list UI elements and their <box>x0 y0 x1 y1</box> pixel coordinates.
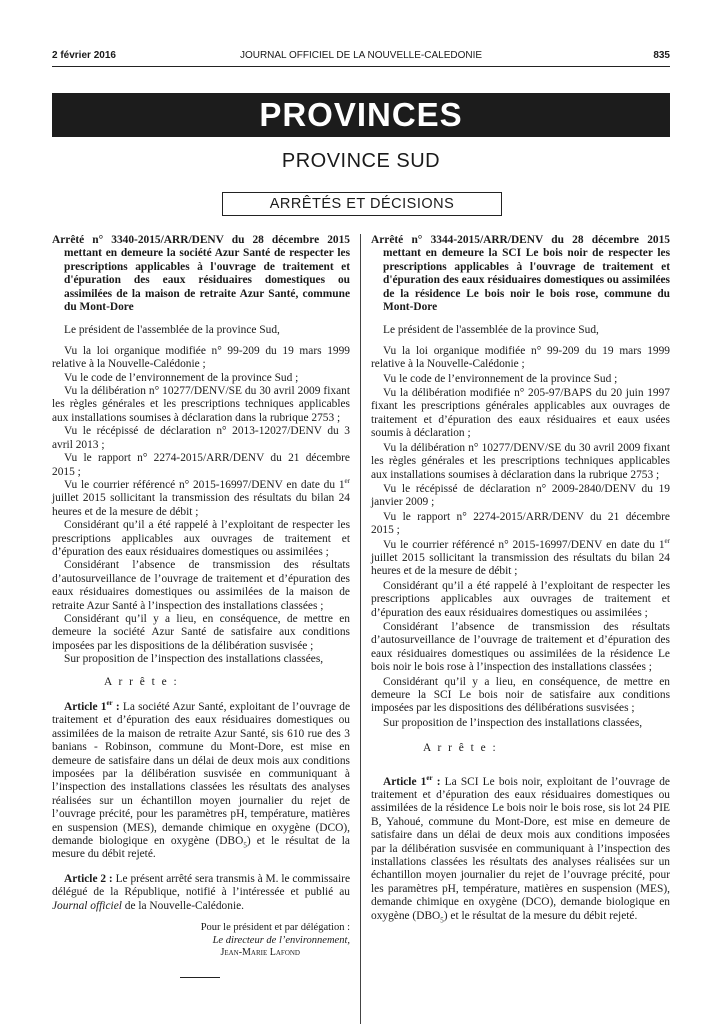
arrete-heading: A r r ê t e : <box>104 675 179 688</box>
signature-block <box>52 922 350 960</box>
section-heading: ARRÊTÉS ET DÉCISIONS <box>222 192 502 216</box>
signature-title: Le directeur de l’environnement, <box>212 934 350 946</box>
header-journal-title: JOURNAL OFFICIEL DE LA NOUVELLE-CALEDONIE <box>239 50 483 61</box>
article-1: Article 1er : La SCI Le bois noir, exploitant de l’ouvrage de traitement et d’épuration des eaux résiduaires domestiques ou assimilées de la résidence Le bois noir le bois rose, sis lot 24 PIE B, Yahoué, commune du Mont-Dore, est mise en demeure de satisfaire dans un délai de deux mois aux conditions imposées par la délibération susvisée en communiquant à l’inspection des installations classées les résultats des analyses réalisées sur un échantillon moyen journalier du rejet de l’ouvrage précité, pour les paramètres pH, température, matières en suspension (MES), demande chimique en oxygène (DCO), demande biologique en oxygène $(DBO_5)$ et le résultat de la mesure du débit rejeté. <box>371 773 670 924</box>
header-page-number: 835 <box>653 50 670 61</box>
visa: Vu le courrier référencé n° 2015-16997/DENV en date du 1er juillet 2015 sollicitant la transmission des résultats du bilan 24 heures et de la mesure de débit ; <box>371 536 670 578</box>
article-1: Article 1er : La société Azur Santé, exploitant de l’ouvrage de traitement et d’épuration des eaux résiduaires domestiques ou assimilées de la maison de retraite Azur Santé, sis 610 rue des 3 banians - Robinson, commune du Mont-Dore, est mise en demeure de satisfaire dans un délai de deux mois aux conditions imposées par la délibération susvisée en communiquant à l’inspection des installations classées les résultats des analyses réalisées sur un échantillon moyen journalier du rejet de l’ouvrage précité, pour les paramètres pH, température, matières en suspension (MES), demande chimique en oxygène (DCO), demande biologique en oxygène $(DBO_5)$ et le résultat de la mesure du débit rejeté. <box>52 699 350 861</box>
visa: Vu le courrier référencé n° 2015-16997/DENV en date du 1er juillet 2015 sollicitant la transmission des résultats du bilan 24 heures et de la mesure de débit ; <box>52 477 350 518</box>
header-rule <box>52 66 670 67</box>
considerant: Considérant qu’il y a lieu, en conséquence, de mettre en demeure la société Azur Santé de satisfaire aux conditions imposées par les dispositions de la délibération susvisée ; <box>52 612 350 652</box>
right-column <box>371 234 670 923</box>
president-line: Le président de l'assemblée de la province Sud, <box>64 324 280 337</box>
visa: Vu le récépissé de déclaration n° 2009-2840/DENV du 19 janvier 2009 ; <box>371 482 670 509</box>
visa: Vu le code de l’environnement de la province Sud ; <box>383 372 618 385</box>
decree-title: Arrêté n° 3340-2015/ARR/DENV du 28 décembre 2015 mettant en demeure la société Azur Santé de respecter les prescriptions applicables à l'ouvrage de traitement et d'épuration des eaux résiduaires domestiques ou assimilées de la maison de retraite Azur Santé, commune du Mont-Dore <box>52 234 350 314</box>
left-column <box>52 234 350 978</box>
visa: Vu la loi organique modifiée n° 99-209 du 19 mars 1999 relative à la Nouvelle-Calédonie ; <box>52 344 350 371</box>
president-line: Le président de l'assemblée de la province Sud, <box>383 324 599 337</box>
proposal-line: Sur proposition de l’inspection des installations classées, <box>64 653 324 666</box>
column-divider <box>360 234 361 1024</box>
header-date: 2 février 2016 <box>52 50 116 61</box>
considerant: Considérant l’absence de transmission des résultats d’autosurveillance de l’ouvrage de traitement et d’épuration des eaux résiduaires domestiques ou assimilées de la maison de retraite Azur Santé à l’inspection des installations classées ; <box>52 559 350 612</box>
visa: Vu la délibération n° 10277/DENV/SE du 30 avril 2009 fixant les règles générales et les prescriptions techniques applicables aux installations soumises à déclaration dans la rubrique 2753 ; <box>371 441 670 481</box>
considerant: Considérant qu’il a été rappelé à l’exploitant de respecter les prescriptions applicables aux ouvrages de traitement et d’épuration des eaux résiduaires domestiques ou assimilées ; <box>52 519 350 558</box>
visa: Vu la loi organique modifiée n° 99-209 du 19 mars 1999 relative à la Nouvelle-Calédonie ; <box>371 344 670 371</box>
considerant: Considérant qu’il y a lieu, en conséquence, de mettre en demeure la SCI Le bois noir de satisfaire aux conditions imposées par les dispositions des délibérations susvisées ; <box>371 675 670 715</box>
end-rule <box>180 977 220 978</box>
considerant: Considérant l’absence de transmission des résultats d’autosurveillance de l’ouvrage de traitement et d’épuration des eaux résiduaires domestiques ou assimilées de la résidence Le bois noir le bois rose à l’inspection des installations classées ; <box>371 620 670 674</box>
visa: Vu la délibération modifiée n° 205-97/BAPS du 20 juin 1997 fixant les prescriptions générales applicables aux ouvrages de traitement et d’épuration des eaux résiduaires et eaux usées soumis à déclaration ; <box>371 387 670 440</box>
signature-delegation: Pour le président et par délégation : <box>200 922 350 934</box>
signature-name: Jean-Marie Lafond <box>220 947 300 959</box>
visa: Vu le récépissé de déclaration n° 2013-12027/DENV du 3 avril 2013 ; <box>52 425 350 451</box>
decree-title: Arrêté n° 3344-2015/ARR/DENV du 28 décembre 2015 mettant en demeure la SCI Le bois noir de respecter les prescriptions applicables à l'ouvrage de traitement et d'épuration des eaux résiduaires domestiques ou assimilées de la résidence Le bois noir le bois rose, commune du Mont-Dore <box>371 234 670 314</box>
page-header <box>52 50 670 66</box>
visa: Vu la délibération n° 10277/DENV/SE du 30 avril 2009 fixant les règles générales et les prescriptions techniques applicables aux installations soumises à déclaration dans la rubrique 2753 ; <box>52 385 350 424</box>
visa: Vu le rapport n° 2274-2015/ARR/DENV du 21 décembre 2015 ; <box>371 510 670 537</box>
visa: Vu le rapport n° 2274-2015/ARR/DENV du 21 décembre 2015 ; <box>52 452 350 478</box>
arrete-heading: A r r ê t e : <box>423 742 498 755</box>
considerant: Considérant qu’il a été rappelé à l’exploitant de respecter les prescriptions applicables aux ouvrages de traitement et d’épuration des eaux résiduaires domestiques ou assimilées ; <box>371 579 670 619</box>
province-subtitle: PROVINCE SUD <box>281 150 441 172</box>
article-2: Article 2 : Le présent arrêté sera transmis à M. le commissaire délégué de la République, notifié à l’intéressée et publié au Journal officiel de la Nouvelle-Calédonie. <box>52 872 350 912</box>
proposal-line: Sur proposition de l’inspection des installations classées, <box>383 716 643 729</box>
provinces-banner: PROVINCES <box>52 93 670 137</box>
visa: Vu le code de l’environnement de la province Sud ; <box>64 371 299 384</box>
